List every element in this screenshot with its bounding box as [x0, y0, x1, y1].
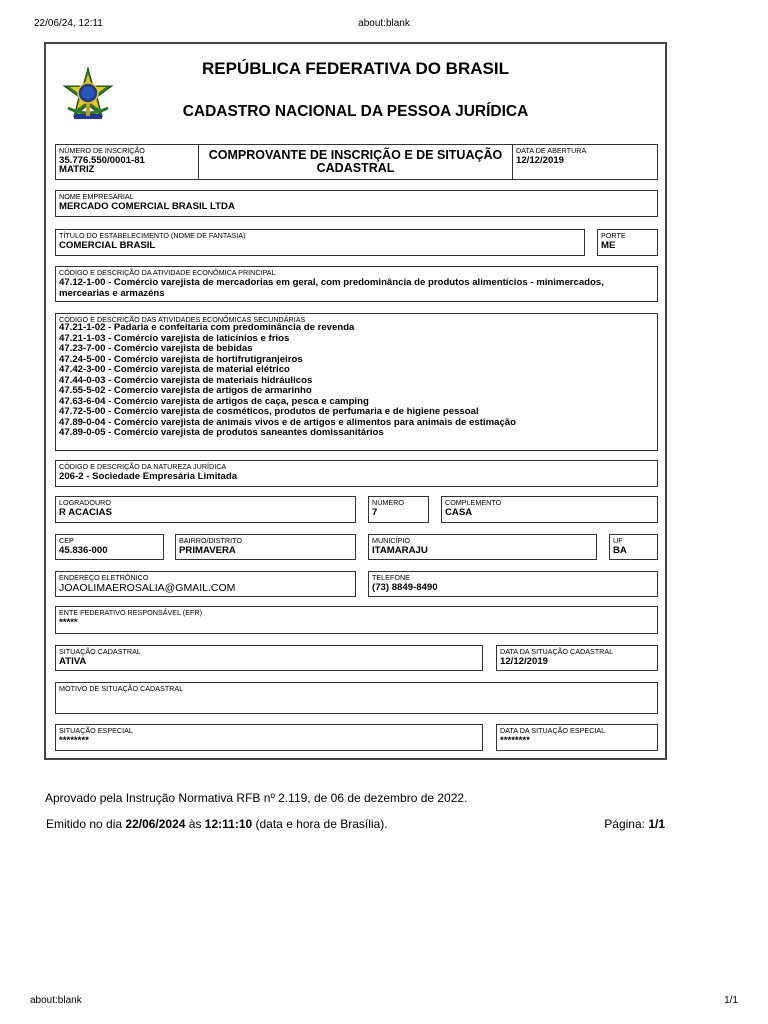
page-title: REPÚBLICA FEDERATIVA DO BRASIL [202, 59, 509, 78]
browser-print-datetime: 22/06/24, 12:11 [34, 18, 103, 29]
comprovante-title-line2: CADASTRAL [316, 161, 395, 175]
browser-print-url: about:blank [358, 18, 410, 29]
pagina-label: Página: [604, 817, 649, 831]
situacao-box [55, 645, 483, 671]
list-item: 47.89-0-05 - Comércio varejista de produtos saneantes domissanitários [59, 427, 384, 438]
situacao-value: ATIVA [59, 656, 87, 667]
list-item: 47.23-7-00 - Comércio varejista de bebidas [59, 343, 253, 354]
complemento-box [441, 496, 658, 523]
efr-box [55, 606, 658, 634]
uf-box [609, 534, 658, 560]
telefone-label: TELEFONE [372, 573, 410, 582]
nome-empresarial-box [55, 190, 658, 217]
list-item: 47.63-6-04 - Comércio varejista de artigos de caça, pesca e camping [59, 395, 369, 407]
aprovado-note: Aprovado pela Instrução Normativa RFB nº 2.119, de 06 de dezembro de 2022. [45, 791, 468, 805]
data-situacao-value: 12/12/2019 [500, 656, 549, 667]
atividade-principal-label: CÓDIGO E DESCRIÇÃO DA ATIVIDADE ECONÔMICA PRINCIPAL [59, 268, 276, 277]
cnpj-value: 35.776.550/0001-81 [59, 155, 145, 166]
comprovante-title [199, 149, 512, 175]
numero-label: NÚMERO [372, 498, 404, 507]
bairro-box [175, 534, 356, 560]
motivo-box [55, 682, 658, 714]
situacao-especial-label: SITUAÇÃO ESPECIAL [59, 726, 133, 735]
list-item: 47.72-5-00 - Comércio varejista de cosméticos, produtos de perfumaria e de higiene pessoal [59, 406, 479, 417]
atividades-secundarias-box [55, 313, 658, 451]
natureza-juridica-label: CÓDIGO E DESCRIÇÃO DA NATUREZA JURÍDICA [59, 462, 227, 471]
abertura-box [512, 144, 658, 180]
page-subtitle: CADASTRO NACIONAL DA PESSOA JURÍDICA [182, 103, 529, 120]
data-situacao-especial-label: DATA DA SITUAÇÃO ESPECIAL [500, 726, 606, 735]
telefone-value: (73) 8849-8490 [372, 582, 438, 593]
uf-label: UF [613, 536, 623, 545]
logradouro-value: R ACACIAS [59, 507, 112, 518]
pagina-value: 1/1 [648, 817, 665, 831]
inscricao-tipo: MATRIZ [59, 164, 95, 175]
situacao-especial-value: ******** [59, 735, 89, 746]
porte-box [597, 229, 658, 256]
emitido-time: 12:11:10 [204, 817, 253, 831]
cep-value: 45.836-000 [59, 545, 108, 556]
list-item: 47.44-0-03 - Comércio varejista de materiais hidráulicos [59, 374, 313, 386]
telefone-box [368, 571, 658, 597]
fantasia-box [55, 229, 585, 256]
situacao-especial-box [55, 724, 483, 751]
motivo-label: MOTIVO DE SITUAÇÃO CADASTRAL [59, 684, 184, 693]
data-situacao-especial-box [496, 724, 658, 751]
natureza-juridica-box [55, 460, 658, 487]
numero-box [368, 496, 429, 523]
atividade-principal-value: 47.12-1-00 - Comércio varejista de mercadorias em geral, com predominância de produtos alimentícios - minimercados, mercearias e armazéns [59, 277, 604, 299]
emitido-suffix: (data e hora de Brasília). [252, 817, 388, 831]
logradouro-box [55, 496, 356, 523]
pagina-indicator [604, 817, 665, 831]
emitido-date: 22/06/2024 [125, 817, 186, 831]
list-item: 47.21-1-02 - Padaria e confeitaria com predominância de revenda [59, 322, 355, 333]
nome-empresarial-label: NOME EMPRESARIAL [59, 192, 134, 201]
list-item: 47.55-5-02 - Comercio varejista de artigos de armarinho [59, 385, 312, 396]
email-value: JOAOLIMAEROSALIA@GMAIL.COM [59, 582, 236, 594]
emitido-mid: às [185, 817, 205, 831]
efr-label: ENTE FEDERATIVO RESPONSÁVEL (EFR) [59, 608, 202, 617]
data-situacao-label: DATA DA SITUAÇÃO CADASTRAL [500, 647, 614, 656]
data-situacao-box [496, 645, 658, 671]
porte-label: PORTE [601, 231, 626, 240]
fantasia-value: COMERCIAL BRASIL [59, 240, 156, 251]
municipio-value: ITAMARAJU [372, 545, 428, 556]
atividade-principal-box [55, 266, 658, 302]
inscricao-label: NÚMERO DE INSCRIÇÃO [59, 146, 145, 155]
atividades-secundarias-label: CÓDIGO E DESCRIÇÃO DAS ATIVIDADES ECONÔMICAS SECUNDÁRIAS [59, 315, 306, 324]
list-item: 47.42-3-00 - Comércio varejista de material elétrico [59, 364, 290, 375]
situacao-label: SITUAÇÃO CADASTRAL [59, 647, 141, 656]
bairro-value: PRIMAVERA [179, 545, 236, 556]
list-item: 47.21-1-03 - Comércio varejista de laticínios e frios [59, 332, 290, 344]
atividades-secundarias-list [59, 323, 653, 439]
comprovante-box [198, 144, 513, 180]
cep-label: CEP [59, 536, 74, 545]
complemento-value: CASA [445, 507, 473, 518]
emitido-prefix: Emitido no dia [46, 817, 126, 831]
data-situacao-especial-value: ******** [500, 735, 530, 746]
list-item: 47.24-5-00 - Comércio varejista de hortifrutigranjeiros [59, 353, 303, 365]
browser-print-url-footer: about:blank [30, 995, 82, 1006]
inscricao-box [55, 144, 199, 180]
comprovante-title-line1: COMPROVANTE DE INSCRIÇÃO E DE SITUAÇÃO [208, 148, 503, 162]
list-item: 47.89-0-04 - Comércio varejista de animais vivos e de artigos e alimentos para animais de estimação [59, 416, 516, 428]
bairro-label: BAIRRO/DISTRITO [179, 536, 242, 545]
numero-value: 7 [372, 507, 378, 518]
fantasia-label: TÍTULO DO ESTABELECIMENTO (NOME DE FANTASIA) [59, 231, 246, 240]
uf-value: BA [613, 545, 627, 556]
complemento-label: COMPLEMENTO [445, 498, 502, 507]
abertura-value: 12/12/2019 [516, 155, 565, 166]
email-label: ENDEREÇO ELETRÔNICO [59, 573, 149, 582]
email-box [55, 571, 356, 597]
porte-value: ME [601, 240, 616, 251]
municipio-label: MUNICÍPIO [372, 536, 410, 545]
cep-box [55, 534, 164, 560]
logradouro-label: LOGRADOURO [59, 498, 111, 507]
natureza-juridica-value: 206-2 - Sociedade Empresária Limitada [59, 471, 238, 482]
efr-value: ***** [59, 617, 78, 628]
abertura-label: DATA DE ABERTURA [516, 146, 587, 155]
browser-print-page-count: 1/1 [724, 995, 738, 1006]
municipio-box [368, 534, 597, 560]
emitido-note [46, 817, 388, 831]
nome-empresarial-value: MERCADO COMERCIAL BRASIL LTDA [59, 201, 235, 212]
